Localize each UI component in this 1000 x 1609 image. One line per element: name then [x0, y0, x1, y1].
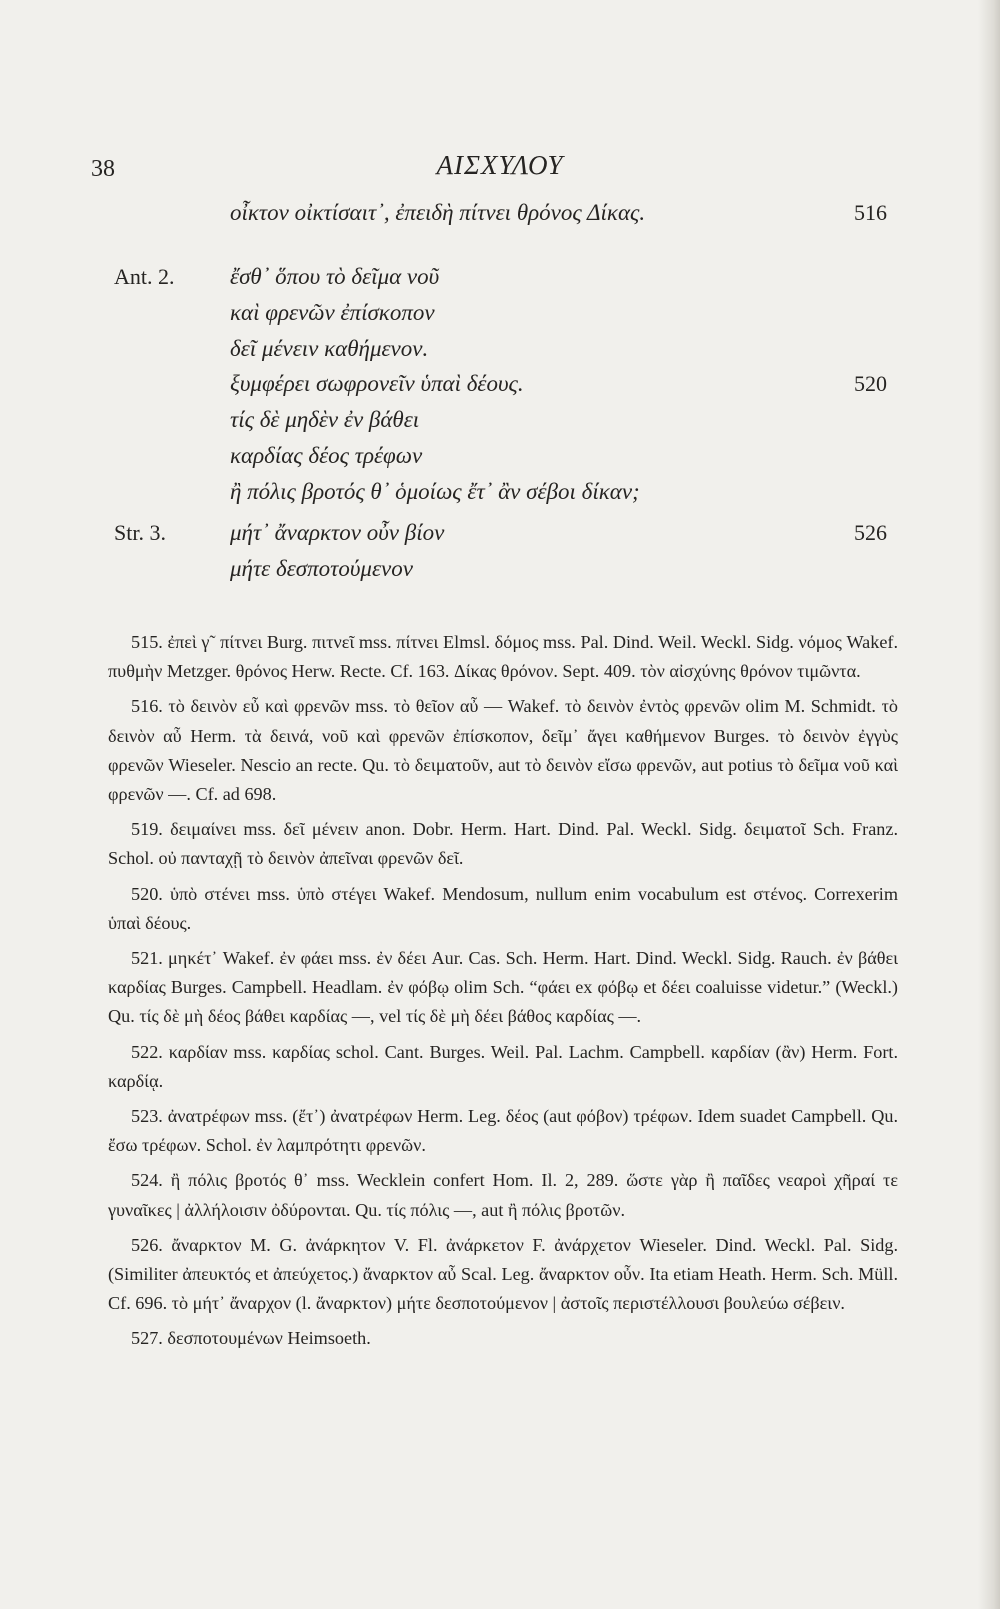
verse-line	[0, 200, 1000, 236]
verse-text: τίς δὲ μηδὲν ἐν βάθει	[230, 407, 420, 432]
verse-text: δεῖ μένειν καθήμενον.	[230, 336, 429, 361]
verse-line	[0, 556, 1000, 592]
verse-line	[0, 443, 1000, 479]
apparatus-note: 515. ἐπεὶ γ῀ πίτνει Burg. πιτνεῖ mss. πίτνει Elmsl. δόμος mss. Pal. Dind. Weil. Weckl. Sidg. νόμος Wakef. πυθμὴν Metzger. θρόνος Herw. Recte. Cf. 163. Δίκας θρόνον. Sept. 409. τὸν αἰσχύνης θρόνον τιμῶντα.	[108, 632, 898, 682]
verse-text: καὶ φρενῶν ἐπίσκοπον	[230, 300, 435, 325]
apparatus-note: 519. δειμαίνει mss. δεῖ μένειν anon. Dobr. Herm. Hart. Dind. Pal. Weckl. Sidg. δειματοῖ Sch. Franz. Schol. οὐ πανταχῇ τὸ δεινὸν ἀπεῖναι φρενῶν δεῖ.	[108, 819, 898, 869]
verse-text: ξυμφέρει σωφρονεῖν ὑπαὶ δέους.	[230, 371, 524, 396]
verse-line	[0, 300, 1000, 336]
verse-text: ἢ πόλις βροτός θ᾽ ὁμοίως ἔτ᾽ ἂν σέβοι δίκαν;	[230, 479, 640, 504]
line-number: 520	[854, 371, 887, 396]
running-title: ΑΙΣΧΥΛΟΥ	[436, 150, 564, 180]
strophe-label: Str. 3.	[114, 520, 166, 545]
verse-line	[0, 336, 1000, 372]
apparatus-note: 516. τὸ δεινὸν εὖ καὶ φρενῶν mss. τὸ θεῖον αὖ — Wakef. τὸ δεινὸν ἐντὸς φρενῶν olim M. Schmidt. τὸ δεινὸν αὖ Herm. τὰ δεινά, νοῦ καὶ φρενῶν ἐπίσκοπον, δεῖμ᾽ ἄγει καθήμενον Burges. τὸ δεινὸν ἐγγὺς φρενῶν Wieseler. Nescio an recte. Qu. τὸ δειματοῦν, aut τὸ δεινὸν εἴσω φρενῶν, aut potius τὸ δεῖμα νοῦ καὶ φρενῶν —. Cf. ad 698.	[108, 696, 898, 805]
verse-line	[0, 264, 1000, 300]
critical-apparatus	[108, 628, 898, 1354]
verse-text: μήτ᾽ ἄναρκτον οὖν βίον	[230, 520, 445, 545]
verse-line	[0, 479, 1000, 515]
apparatus-note: 523. ἀνατρέφων mss. (ἔτ᾽) ἀνατρέφων Herm. Leg. δέος (aut φόβον) τρέφων. Idem suadet Campbell. Qu. ἔσω τρέφων. Schol. ἐν λαμπρότητι φρενῶν.	[108, 1106, 898, 1156]
verse-text: μήτε δεσποτούμενον	[230, 556, 413, 581]
line-number: 516	[854, 200, 887, 225]
apparatus-note: 526. ἄναρκτον M. G. ἀνάρκητον V. Fl. ἀνάρκετον F. ἀνάρχετον Wieseler. Dind. Weckl. Pal. Sidg. (Similiter ἀπευκτός et ἀπεύχετος.) ἄναρκτον αὖ Scal. Leg. ἄναρκτον οὖν. Ita etiam Heath. Herm. Sch. Müll. Cf. 696. τὸ μήτ᾽ ἄναρχον (l. ἄναρκτον) μήτε δεσποτούμενον | ἀστοῖς περιστέλλουσι βουλεύω σέβειν.	[108, 1234, 898, 1314]
apparatus-note: 524. ἢ πόλις βροτός θ᾽ mss. Wecklein confert Hom. Il. 2, 289. ὥστε γὰρ ἢ παῖδες νεαροὶ χῆραί τε γυναῖκες | ἀλλήλοισιν ὀδύρονται. Qu. τίς πόλις —, aut ἢ πόλις βροτῶν.	[108, 1170, 898, 1220]
line-number: 526	[854, 520, 887, 545]
page-number: 38	[91, 156, 115, 182]
apparatus-note: 520. ὑπὸ στένει mss. ὑπὸ στέγει Wakef. Mendosum, nullum enim vocabulum est στένος. Correxerim ὑπαὶ δέους.	[108, 883, 898, 933]
verse-text: ἔσθ᾽ ὅπου τὸ δεῖμα νοῦ	[230, 264, 440, 289]
page-edge-shadow	[978, 0, 1000, 1609]
apparatus-note: 521. μηκέτ᾽ Wakef. ἐν φάει mss. ἐν δέει Aur. Cas. Sch. Herm. Hart. Dind. Weckl. Sidg. Rauch. ἐν βάθει καρδίας Burges. Campbell. Headlam. ἐν φόβῳ olim Sch. “φάει ex φόβῳ et δέει coaluisse videtur.” (Weckl.) Qu. τίς δὲ μὴ δέος βάθει καρδίας —, vel τίς δὲ μὴ δέει βάθος καρδίας —.	[108, 948, 898, 1027]
apparatus-note: 527. δεσποτουμένων Heimsoeth.	[131, 1328, 371, 1349]
apparatus-note: 522. καρδίαν mss. καρδίας schol. Cant. Burges. Weil. Pal. Lachm. Campbell. καρδίαν (ἂν) Herm. Fort. καρδίᾳ.	[108, 1041, 898, 1091]
verse-line	[0, 520, 1000, 556]
verse-text: καρδίας δέος τρέφων	[230, 443, 423, 468]
verse-text: οἶκτον οἰκτίσαιτ᾽, ἐπειδὴ πίτνει θρόνος Δίκας.	[230, 200, 646, 225]
verse-line	[0, 407, 1000, 443]
page-header	[0, 150, 1000, 190]
strophe-label: Ant. 2.	[114, 264, 175, 289]
verse-line	[0, 371, 1000, 407]
